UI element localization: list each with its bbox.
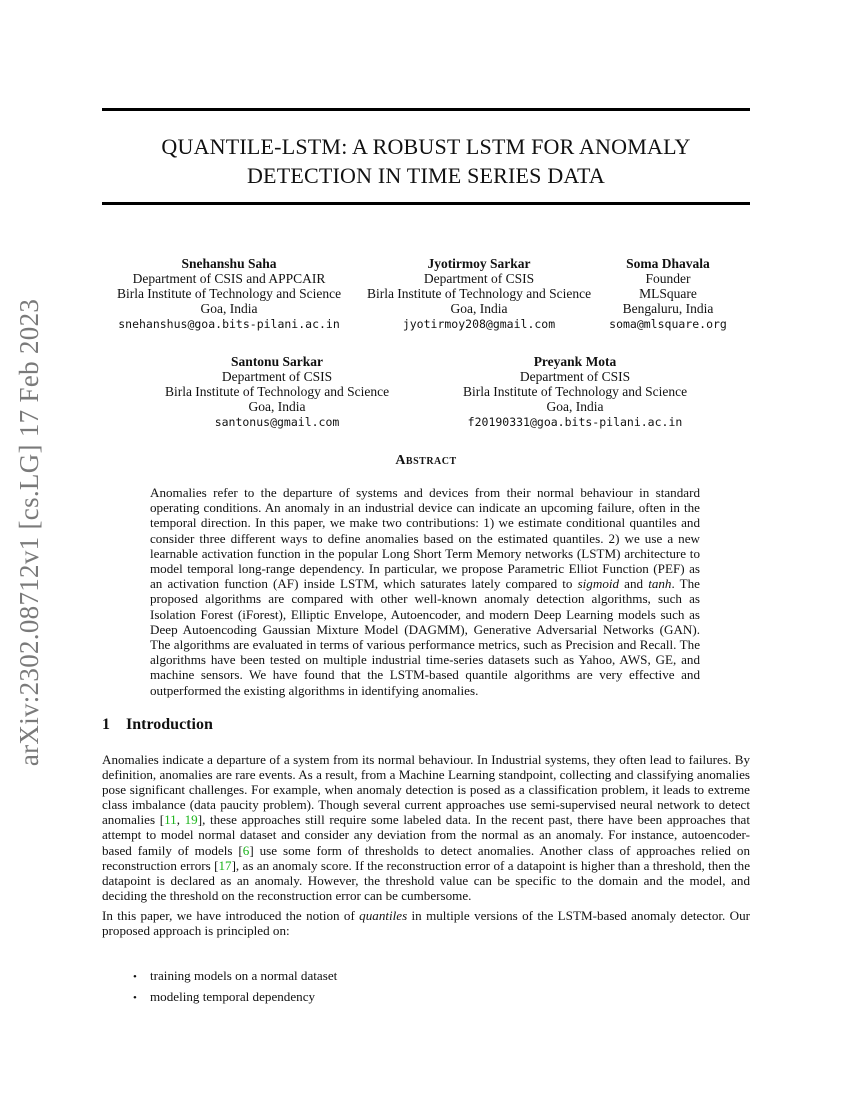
author-affiliation: Department of CSIS xyxy=(221,369,333,384)
author-affiliation: Department of CSIS xyxy=(423,271,535,286)
paragraph-text: ], these approaches still require some labeled data. In the recent past, there have been approaches that attempt to model normal dataset and consider any deviation from the normal as an anomaly. For instance, autoencoder-based family of models [ xyxy=(102,812,751,858)
author-block-4 xyxy=(148,354,406,430)
author-block-2 xyxy=(358,256,600,332)
title-part-robust: ROBUST xyxy=(372,134,466,159)
abstract-text-part-2: . The proposed algorithms are compared with other well-known anomaly detection algorithms, such as Isolation Forest (iForest), Elliptic Envelope, Autoencoder, and modern Deep Learning models such as Deep Autoencoding Gaussian Mixture Model (DAGMM), Generative Adversarial Networks (GAN). The algorithms are evaluated in terms of various performance metrics, such as Precision and Recall. The algorithms have been tested on multiple industrial time-series datasets such as Yahoo, AWS, GE, and machine sensors. We have found that the LSTM-based quantile algorithms are very effective and outperformed the existing algorithms in identifying anomalies. xyxy=(150,576,700,698)
citation-link-11[interactable]: 11 xyxy=(164,812,177,828)
abstract-conjunction: and xyxy=(619,576,649,592)
arxiv-identifier-stamp xyxy=(3,296,57,768)
title-part-lstm-2: LSTM xyxy=(465,134,532,159)
author-location: Goa, India xyxy=(248,399,306,414)
title-bottom-rule xyxy=(102,202,750,205)
abstract-text xyxy=(150,485,700,698)
title-top-rule xyxy=(102,108,750,111)
author-institution: Birla Institute of Technology and Science xyxy=(116,286,342,301)
author-email: soma@mlsquare.org xyxy=(609,317,727,331)
author-institution: MLSquare xyxy=(639,286,697,301)
list-item-text: training models on a normal dataset xyxy=(150,968,338,983)
author-name: Santonu Sarkar xyxy=(231,354,323,369)
author-institution: Birla Institute of Technology and Science xyxy=(462,384,688,399)
author-name: Snehanshu Saha xyxy=(181,256,277,271)
paragraph-text: ], as an anomaly score. If the reconstruction error of a datapoint is higher than a threshold, then the datapoint is declared as an anomaly. However, the threshold value can be specific to the domain and the model, and deciding the threshold on the reconstruction error can be cumbersome. xyxy=(102,857,751,903)
author-block-5 xyxy=(446,354,704,430)
author-name: Preyank Mota xyxy=(533,354,617,369)
abstract-heading: Abstract xyxy=(395,453,457,468)
citation-separator: , xyxy=(176,812,185,828)
term-quantiles: quantiles xyxy=(359,908,408,923)
author-block-1 xyxy=(100,256,358,332)
author-block-3 xyxy=(602,256,734,332)
abstract-term-tanh: tanh xyxy=(648,576,672,592)
bullet-icon: • xyxy=(133,971,137,983)
list-item xyxy=(133,966,337,987)
citation-link-17[interactable]: 17 xyxy=(218,857,232,873)
paragraph-text: In this paper, we have introduced the notion of xyxy=(102,908,360,923)
introduction-paragraph-2 xyxy=(102,908,750,938)
author-name: Jyotirmoy Sarkar xyxy=(427,256,531,271)
title-part-lstm: LSTM: A xyxy=(281,134,373,159)
list-item-text: modeling temporal dependency xyxy=(150,989,316,1004)
author-email: f20190331@goa.bits-pilani.ac.in xyxy=(467,415,683,429)
paragraph-text: Anomalies indicate a departure of a system from its normal behaviour. In Industrial systems, they often lead to failures. By definition, anomalies are rare events. As a result, from a Machine Learning standpoint, collecting and classifying anomalies pose significant challenges. For example, when anomaly detection is posed as a classification problem, it leads to extreme class imbalance (data paucity problem). Though several current approaches use semi-supervised neural network to detect anomalies [ xyxy=(102,752,750,828)
author-location: Goa, India xyxy=(200,301,258,316)
list-item xyxy=(133,987,337,1008)
citation-link-19[interactable]: 19 xyxy=(184,812,198,828)
bullet-icon: • xyxy=(133,992,137,1004)
author-email: snehanshus@goa.bits-pilani.ac.in xyxy=(118,317,340,331)
section-title: Introduction xyxy=(126,716,213,733)
paragraph-text: in multiple versions of the LSTM-based anomaly detector. Our proposed approach is principled on: xyxy=(102,908,750,939)
author-institution: Birla Institute of Technology and Science xyxy=(366,286,592,301)
abstract-term-sigmoid: sigmoid xyxy=(577,576,620,592)
author-location: Goa, India xyxy=(546,399,604,414)
author-affiliation: Department of CSIS and APPCAIR xyxy=(132,271,326,286)
title-line-2: DETECTION IN TIME SERIES DATA xyxy=(246,163,606,188)
title-part-anomaly: ANOMALY xyxy=(578,134,691,159)
introduction-paragraph-1 xyxy=(102,752,750,903)
section-number: 1 xyxy=(102,716,110,733)
title-part-quantile: QUANTILE- xyxy=(161,134,282,159)
title-part-for: FOR xyxy=(531,134,579,159)
paragraph-text: ] use some form of thresholds to detect anomalies. Another class of approaches relied on reconstruction errors [ xyxy=(102,842,750,873)
author-affiliation: Founder xyxy=(645,271,691,286)
section-heading-introduction xyxy=(102,716,213,734)
author-email: jyotirmoy208@gmail.com xyxy=(402,317,556,331)
author-email: santonus@gmail.com xyxy=(214,415,340,429)
author-location: Bengaluru, India xyxy=(622,301,714,316)
paper-title xyxy=(102,132,750,190)
author-affiliation: Department of CSIS xyxy=(519,369,631,384)
title-line-1 xyxy=(102,132,750,161)
author-location: Goa, India xyxy=(450,301,508,316)
author-name: Soma Dhavala xyxy=(626,256,710,271)
contribution-bullet-list xyxy=(133,966,337,1008)
abstract-text-part-1: Anomalies refer to the departure of systems and devices from their normal behaviour in standard operating conditions. An anomaly in an industrial device can indicate an upcoming failure, often in the temporal direction. In this paper, we make two contributions: 1) we estimate conditional quantiles and consider three different ways to define anomalies based on the estimated quantiles. 2) we use a new learnable activation function in the popular Long Short Term Memory networks (LSTM) architecture to model temporal long-range dependency. In particular, we propose Parametric Elliot Function (PEF) as an activation function (AF) inside LSTM, which saturates lately compared to xyxy=(150,485,700,592)
author-institution: Birla Institute of Technology and Science xyxy=(164,384,390,399)
citation-link-6[interactable]: 6 xyxy=(242,842,250,858)
arxiv-identifier-text: arXiv:2302.08712v1 [cs.LG] 17 Feb 2023 xyxy=(14,298,45,766)
